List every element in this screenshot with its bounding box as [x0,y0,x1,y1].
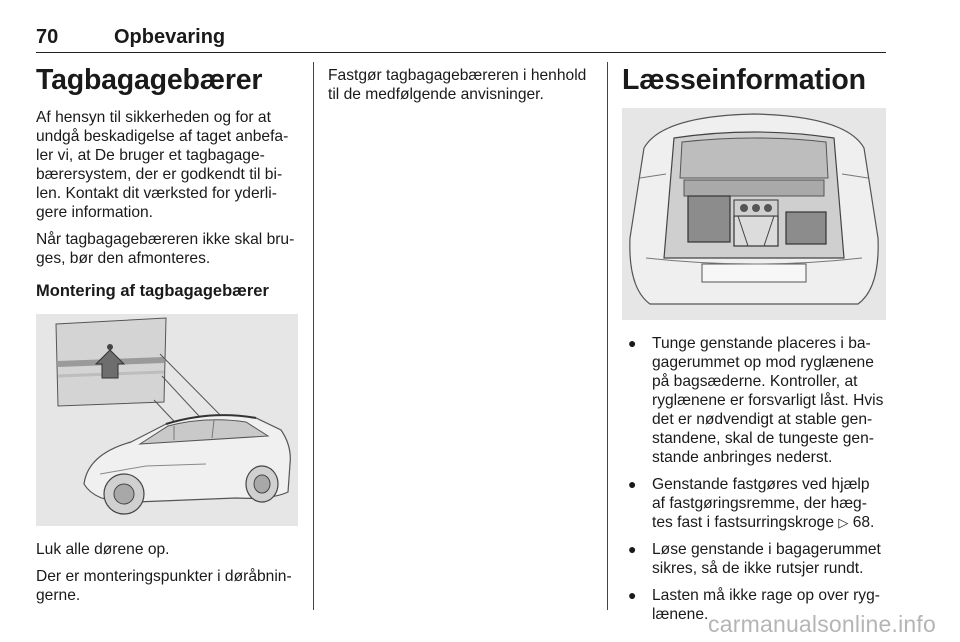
section-title-roof-rack: Tagbagagebærer [36,64,263,96]
bullet-icon: ● [628,476,637,492]
cargo-loading-illustration [622,108,886,320]
mounting-paragraph-1: Luk alle dørene op. [36,541,170,558]
list-item-text: Genstande fastgøres ved hjælp af fastgøringsremme, der hæg-tes fast i fastsurringskroge [652,476,870,531]
page-number: 70 [36,26,59,48]
section-title-loading: Læsseinformation [622,64,866,96]
list-item-text: Tunge genstande placeres i ba-gagerummet op mod ryglænene på bagsæderne. Kontroller, at ryglænene er forsvarligt låst. Hvis det er nødvendigt at stable gen-standene, skal de tungeste gen-stande anbringes nederst. [652,335,884,466]
column-divider-right [607,62,608,610]
roof-rack-paragraph-1: Af hensyn til sikkerheden og for at undgå beskadigelse af taget anbefa-ler vi, at De bruger et tagbagage-bærersystem, der er godkendt til bi-len. Kontakt dit værksted for yderli-gere information. [36,109,289,221]
page-reference-link[interactable]: 68. [852,514,875,531]
bullet-icon: ● [628,541,637,557]
list-item [622,540,886,578]
column-left [36,60,298,605]
list-item-text: Lasten må ikke rage op over ryg-lænene. [652,587,880,623]
fasten-roof-rack-paragraph: Fastgør tagbagagebæreren i henhold til de medfølgende anvisninger. [328,67,587,103]
loading-info-list [622,334,886,624]
bullet-icon: ● [628,335,637,351]
column-middle [328,66,596,104]
bullet-icon: ● [628,587,637,603]
page-reference-icon[interactable]: ▷ [838,515,849,530]
watermark: carmanualsonline.info [708,611,936,637]
list-item-text: Løse genstande i bagagerummet sikres, så de ikke rutsjer rundt. [652,541,881,577]
column-divider-left [313,62,314,610]
mounting-paragraph-2: Der er monteringspunkter i døråbnin-gerne. [36,568,292,604]
list-item [622,334,886,467]
roof-rack-mounting-illustration [36,314,298,526]
column-right [622,60,886,632]
roof-rack-paragraph-2: Når tagbagagebæreren ikke skal bru-ges, bør den afmonteres. [36,231,295,267]
page-header [36,24,886,53]
list-item [622,475,886,532]
chapter-title: Opbevaring [114,26,226,48]
subsection-title-mounting: Montering af tagbagagebærer [36,282,269,300]
